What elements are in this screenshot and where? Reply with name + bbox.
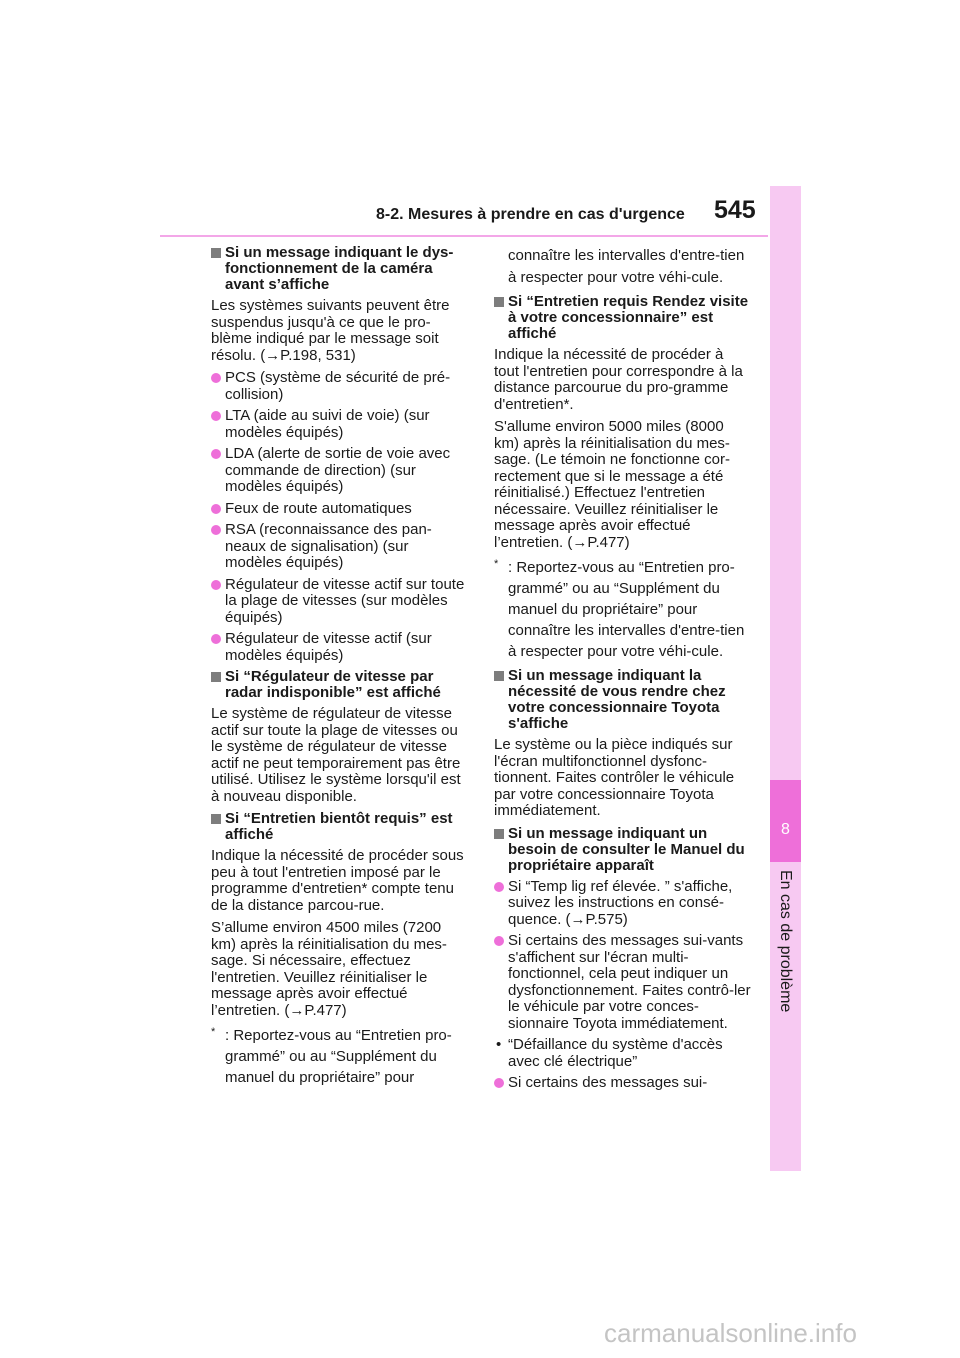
section-heading: Si “Entretien requis Rendez visite à votre concessionnaire” est affiché — [494, 294, 752, 342]
circle-bullet-icon — [211, 373, 221, 383]
square-bullet-icon — [211, 248, 221, 258]
list-item: Si “Temp lig ref élevée. ” s'affiche, suivez les instructions en consé-quence. (→P.575) — [494, 879, 752, 929]
square-bullet-icon — [494, 297, 504, 307]
paragraph: S'allume environ 5000 miles (8000 km) après la réinitialisation du mes-sage. (Le témoin ne fonctionne cor-rectement que si le message a été réinitialisé.) Effectuez l'entretien nécessaire. Veuillez réinitialiser le message après avoir effectué l’entretien. (→P.477) — [494, 418, 730, 551]
list-item: Régulateur de vitesse actif (sur modèles équipés) — [211, 631, 469, 664]
right-column — [494, 245, 752, 1097]
circle-bullet-icon — [211, 504, 221, 514]
circle-bullet-icon — [211, 634, 221, 644]
list-item: PCS (système de sécurité de pré-collision) — [211, 370, 469, 403]
circle-bullet-icon — [211, 449, 221, 459]
list-item: Si certains des messages sui-vants s'affichent sur l'écran multi-fonctionnel, cela peut indiquer un dysfonctionnement. Faites contrô-ler le véhicule par votre conces-sionnaire Toyota immédiatement. — [494, 933, 752, 1032]
circle-bullet-icon — [211, 525, 221, 535]
square-bullet-icon — [494, 671, 504, 681]
watermark: carmanualsonline.info — [604, 1318, 857, 1348]
paragraph: Le système de régulateur de vitesse actif sur toute la plage de vitesses ou le système de régulateur de vitesse actif ne peut temporairement pas être utilisé. Utilisez le système lorsqu'il est à nouveau disponible. — [211, 705, 461, 805]
section-heading: Si “Entretien bientôt requis” est affiché — [211, 811, 469, 843]
header-rule — [160, 235, 768, 237]
list-item: Régulateur de vitesse actif sur toute la plage de vitesses (sur modèles équipés) — [211, 577, 469, 627]
left-column — [211, 245, 469, 1094]
footnote-continuation: connaître les intervalles d'entre-tien à respecter pour votre véhi-cule. — [508, 247, 745, 286]
chapter-number: 8 — [781, 821, 790, 838]
footnote-mark: * — [211, 1026, 216, 1038]
paragraph: Le système ou la pièce indiqués sur l'écran multifonctionnel dysfonc-tionnent. Faites contrôler le véhicule par votre concessionnaire Toyota immédiatement. — [494, 736, 735, 819]
bullet-point-icon: • — [496, 1036, 502, 1053]
square-bullet-icon — [494, 829, 504, 839]
paragraph: Les systèmes suivants peuvent être suspendus jusqu'à ce que le pro-blème indiqué par le message soit résolu. (→P.198, 531) — [211, 297, 450, 364]
section-heading: Si un message indiquant le dys-fonctionnement de la caméra avant s’affiche — [211, 245, 469, 293]
list-item: Si certains des messages sui- — [494, 1075, 752, 1092]
list-item: Feux de route automatiques — [211, 501, 469, 518]
list-item: RSA (reconnaissance des pan-neaux de signalisation) (sur modèles équipés) — [211, 522, 469, 572]
page-number: 545 — [714, 196, 756, 224]
sub-list-item: • “Défaillance du système d'accès avec clé électrique” — [496, 1036, 723, 1070]
circle-bullet-icon — [211, 411, 221, 421]
paragraph: Indique la nécessité de procéder sous peu à tout l'entretien imposé par le programme d'entretien* compte tenu de la distance parcou-rue. — [211, 847, 464, 914]
paragraph: S’allume environ 4500 miles (7200 km) après la réinitialisation du mes-sage. Si nécessaire, effectuez l'entretien. Veuillez réinitialiser le message après avoir effectué l’entretien. (→P.477) — [211, 919, 447, 1019]
circle-bullet-icon — [494, 936, 504, 946]
footnote-mark: * — [494, 558, 499, 570]
section-heading: Si un message indiquant la nécessité de vous rendre chez votre concessionnaire Toyota s'affiche — [494, 668, 752, 732]
section-heading: Si un message indiquant un besoin de consulter le Manuel du propriétaire apparaît — [494, 826, 752, 874]
square-bullet-icon — [211, 672, 221, 682]
square-bullet-icon — [211, 814, 221, 824]
section-heading: Si “Régulateur de vitesse par radar indisponible” est affiché — [211, 669, 469, 701]
list-item: LDA (alerte de sortie de voie avec commande de direction) (sur modèles équipés) — [211, 446, 469, 496]
footnote: * : Reportez-vous au “Entretien pro-grammé” ou au “Supplément du manuel du propriétaire” pour connaître les intervalles d'entre-tien à respecter pour votre véhi-cule. — [494, 557, 752, 662]
circle-bullet-icon — [494, 1078, 504, 1088]
chapter-title: En cas de problème — [777, 870, 794, 1013]
footnote: * : Reportez-vous au “Entretien pro-grammé” ou au “Supplément du manuel du propriétaire” pour — [211, 1025, 469, 1088]
paragraph: Indique la nécessité de procéder à tout l'entretien pour correspondre à la distance parcourue du pro-gramme d'entretien*. — [494, 346, 743, 413]
circle-bullet-icon — [211, 580, 221, 590]
section-title: 8-2. Mesures à prendre en cas d'urgence — [376, 206, 685, 223]
list-item: LTA (aide au suivi de voie) (sur modèles équipés) — [211, 408, 469, 441]
circle-bullet-icon — [494, 882, 504, 892]
